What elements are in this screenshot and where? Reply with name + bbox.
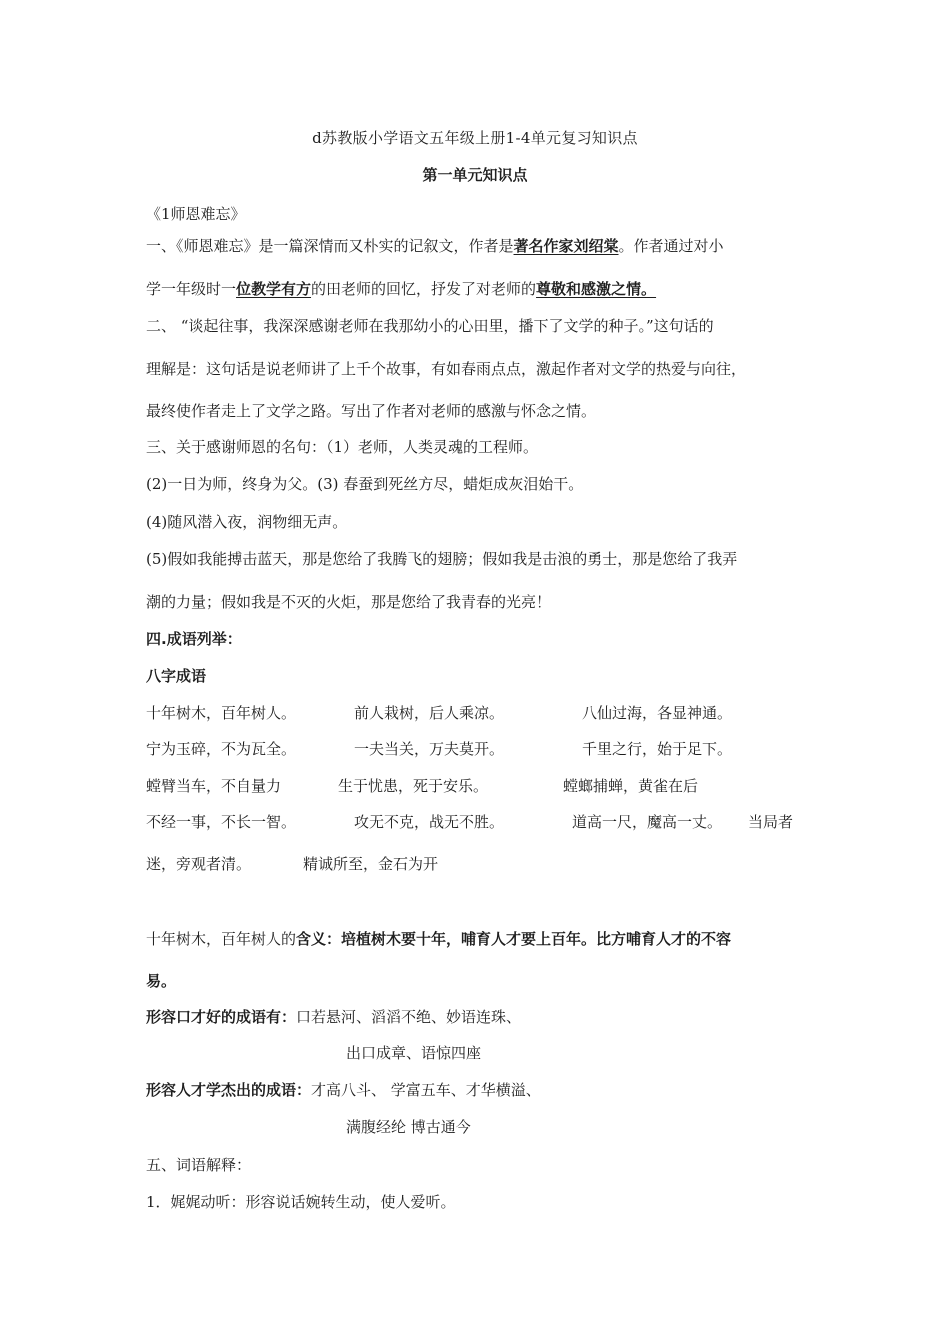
idiom: 十年树木，百年树人。 [146, 704, 297, 722]
item2-line2: 理解是：这句话是说老师讲了上千个故事，有如春雨点点，激起作者对文学的热爱与向往， [146, 360, 747, 378]
item1-line2 [146, 279, 656, 299]
item1-feeling-phrase: 尊敬和感激之情。 [536, 280, 657, 298]
document-title: d苏教版小学语文五年级上册1-4单元复习知识点 [312, 129, 638, 147]
idiom-row [146, 776, 698, 796]
lesson-title: 《1师恩难忘》 [146, 205, 246, 223]
idiom: 道高一尺，魔高一丈。 [572, 813, 723, 831]
idiom-row [146, 854, 438, 874]
item3-line2: (2)一日为师，终身为父。(3) 春蚕到死丝方尽，蜡炬成灰泪始干。 [146, 475, 584, 493]
meaning-line2: 易。 [146, 972, 177, 990]
idiom: 螳螂捕蝉，黄雀在后 [563, 777, 699, 795]
idiom: 当局者 [748, 813, 794, 831]
eloquence-label: 形容口才好的成语有： [146, 1008, 297, 1026]
eloquence-idioms-continued: 出口成章、语惊四座 [346, 1044, 482, 1062]
item2-line3: 最终使作者走上了文学之路。写出了作者对老师的感激与怀念之情。 [146, 402, 597, 420]
item1-text-a: 一、《师恩难忘》是一篇深情而又朴实的记叙文，作者是 [146, 237, 514, 255]
meaning-explanation: 含义：培植树木要十年，哺育人才要上百年。比方哺育人才的不容 [296, 930, 732, 948]
item1-text-c: 。作者通过对小 [618, 237, 724, 255]
item3-line4: (5)假如我能搏击蓝天，那是您给了我腾飞的翅膀；假如我是击浪的勇士，那是您给了我弄 [146, 550, 738, 568]
idiom-row [146, 812, 793, 832]
idiom: 精诚所至，金石为开 [303, 855, 439, 873]
unit-heading: 第一单元知识点 [422, 166, 528, 184]
item2-line1: 二、 “谈起往事，我深深感谢老师在我那幼小的心田里，播下了文学的种子。”这句话的 [146, 317, 714, 335]
talent-label: 形容人才学杰出的成语： [146, 1081, 312, 1099]
idiom: 千里之行，始于足下。 [582, 740, 733, 758]
item3-line3: (4)随风潜入夜，润物细无声。 [146, 513, 348, 531]
idioms-heading: 四.成语列举： [146, 630, 242, 648]
eloquence-items: 口若悬河、滔滔不绝、妙语连珠、 [296, 1008, 522, 1026]
meaning-lead: 十年树木，百年树人的 [146, 930, 297, 948]
talent-items: 才高八斗、 学富五车、才华横溢、 [311, 1081, 541, 1099]
eloquence-idioms-line [146, 1007, 521, 1027]
item1-teacher-phrase: 位教学有方 [236, 280, 312, 298]
eight-char-idioms-subheading: 八字成语 [146, 667, 207, 685]
idiom: 前人栽树，后人乘凉。 [354, 704, 505, 722]
item3-line1: 三、关于感谢师恩的名句：（1）老师，人类灵魂的工程师。 [146, 438, 539, 456]
idiom-row [146, 703, 732, 723]
item3-line5: 潮的力量；假如我是不灭的火炬，那是您给了我青春的光亮！ [146, 593, 552, 611]
meaning-line1 [146, 929, 731, 949]
idiom: 八仙过海，各显神通。 [582, 704, 733, 722]
talent-idioms-continued: 满腹经纶 博古通今 [346, 1118, 471, 1136]
idiom: 迷，旁观者清。 [146, 855, 252, 873]
idiom: 不经一事，不长一智。 [146, 813, 297, 831]
idiom: 生于忧患，死于安乐。 [338, 777, 489, 795]
idiom-row [146, 739, 732, 759]
vocabulary-definition: 1．娓娓动听：形容说话婉转生动，使人爱听。 [146, 1193, 456, 1211]
idiom: 一夫当关，万夫莫开。 [354, 740, 505, 758]
item1-text-d: 学一年级时一 [146, 280, 237, 298]
item1-text-e: 的田老师的回忆，抒发了对老师的 [311, 280, 537, 298]
idiom: 宁为玉碎，不为瓦全。 [146, 740, 297, 758]
talent-idioms-line [146, 1080, 541, 1100]
item1-author: 著名作家刘绍棠 [513, 237, 619, 255]
item1-line1 [146, 236, 724, 256]
idiom: 攻无不克，战无不胜。 [354, 813, 505, 831]
vocabulary-heading: 五、词语解释： [146, 1156, 252, 1174]
idiom: 螳臂当车，不自量力 [146, 777, 282, 795]
